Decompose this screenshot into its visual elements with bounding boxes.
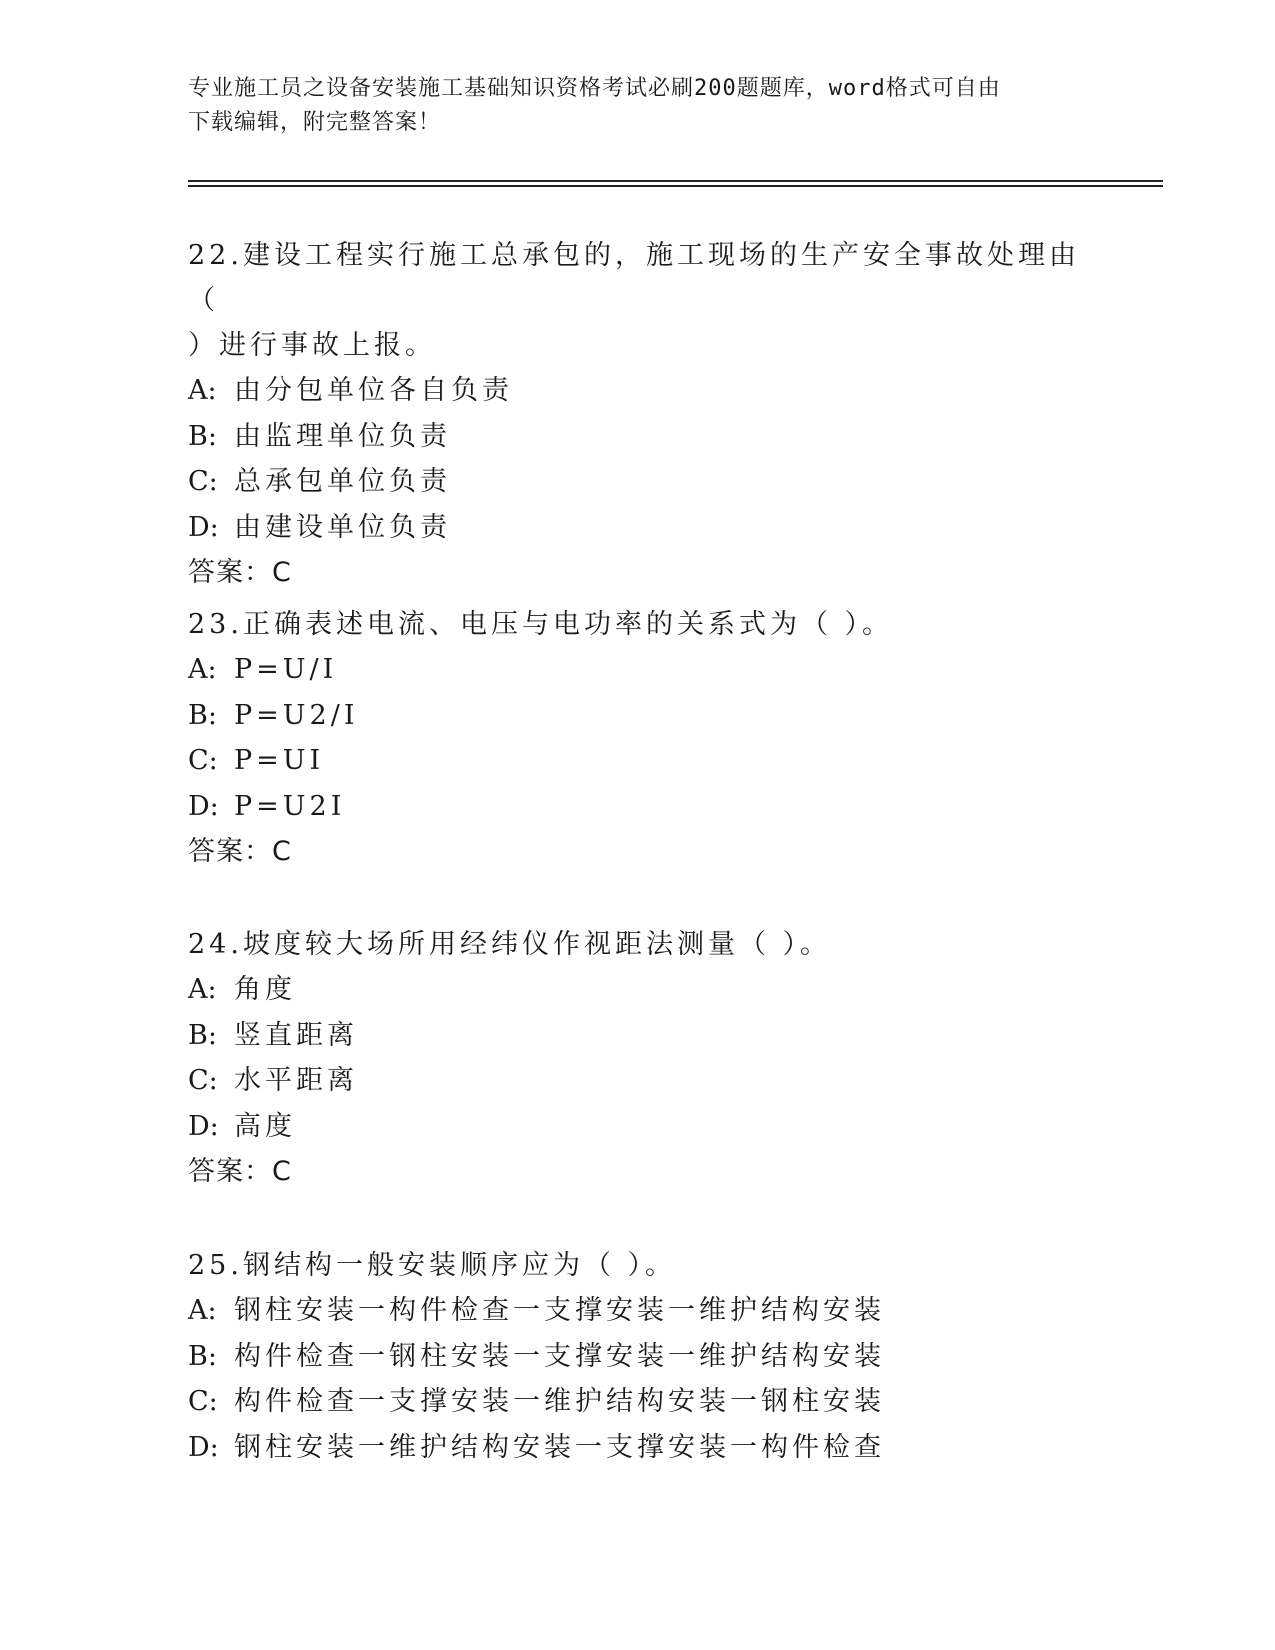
option-text: 高度 [234, 1110, 296, 1142]
option-d [188, 784, 1088, 830]
header-title-line-2: 下载编辑，附完整答案！ [188, 110, 442, 135]
question-stem: 25.钢结构一般安装顺序应为（ ）。 [188, 1250, 677, 1281]
option-key: A: [188, 654, 217, 685]
option-text: 构件检查一钢柱安装一支撑安装一维护结构安装 [234, 1340, 885, 1372]
option-key: D: [188, 790, 219, 822]
option-text: P=UI [234, 745, 325, 776]
option-key: C: [188, 1065, 218, 1096]
option-key: D: [188, 511, 219, 543]
option-text: 竖直距离 [234, 1019, 358, 1051]
option-d [188, 1425, 1088, 1471]
option-text: P=U/I [234, 654, 338, 685]
header-divider-bottom [188, 185, 1163, 187]
option-key: C: [188, 1386, 218, 1417]
question-stem: 22.建设工程实行施工总承包的，施工现场的生产安全事故处理由（ [188, 240, 1080, 316]
option-text: 钢柱安装一维护结构安装一支撑安装一构件检查 [234, 1431, 885, 1463]
option-text: 构件检查一支撑安装一维护结构安装一钢柱安装 [234, 1386, 885, 1417]
option-key: A: [188, 1295, 217, 1326]
question-stem: 24.坡度较大场所用经纬仪作视距法测量（ ）。 [188, 929, 832, 960]
question-25 [188, 1243, 1088, 1470]
option-a [188, 967, 1088, 1013]
question-23 [188, 602, 1088, 874]
option-c [188, 1379, 1088, 1425]
option-key: A: [188, 375, 217, 406]
option-key: B: [188, 1019, 217, 1051]
option-a [188, 647, 1088, 693]
option-text: P=U2/I [234, 699, 359, 731]
option-c [188, 738, 1088, 784]
option-b [188, 1334, 1088, 1380]
question-stem: 23.正确表述电流、电压与电功率的关系式为（ ）。 [188, 609, 894, 640]
question-stem-continued: ）进行事故上报。 [188, 330, 436, 361]
answer-line: 答案：C [188, 1156, 292, 1187]
option-text: 水平距离 [234, 1065, 358, 1096]
option-text: 总承包单位负责 [234, 466, 451, 497]
option-key: B: [188, 420, 217, 452]
option-b [188, 693, 1088, 739]
option-key: D: [188, 1431, 219, 1463]
answer-line: 答案：C [188, 557, 292, 588]
option-key: C: [188, 745, 218, 776]
option-text: 由建设单位负责 [234, 511, 451, 543]
option-d [188, 1104, 1088, 1150]
answer-line: 答案：C [188, 836, 292, 867]
option-text: P=U2I [234, 790, 346, 822]
option-key: A: [188, 974, 217, 1005]
header-title-line-1: 专业施工员之设备安装施工基础知识资格考试必刷200题题库，word格式可自由 [188, 76, 1001, 101]
option-a [188, 1288, 1088, 1334]
option-key: B: [188, 1340, 217, 1372]
option-text: 角度 [234, 974, 296, 1005]
option-key: B: [188, 699, 217, 731]
option-d [188, 505, 1088, 551]
option-c [188, 1058, 1088, 1104]
document-header [188, 72, 1078, 140]
option-b [188, 414, 1088, 460]
option-text: 由监理单位负责 [234, 420, 451, 452]
option-key: C: [188, 466, 218, 497]
option-text: 由分包单位各自负责 [234, 375, 513, 406]
option-key: D: [188, 1110, 219, 1142]
question-24 [188, 922, 1088, 1194]
header-divider-top [188, 180, 1163, 182]
option-c [188, 459, 1088, 505]
option-b [188, 1013, 1088, 1059]
question-22 [188, 233, 1088, 595]
option-a [188, 368, 1088, 414]
option-text: 钢柱安装一构件检查一支撑安装一维护结构安装 [234, 1295, 885, 1326]
